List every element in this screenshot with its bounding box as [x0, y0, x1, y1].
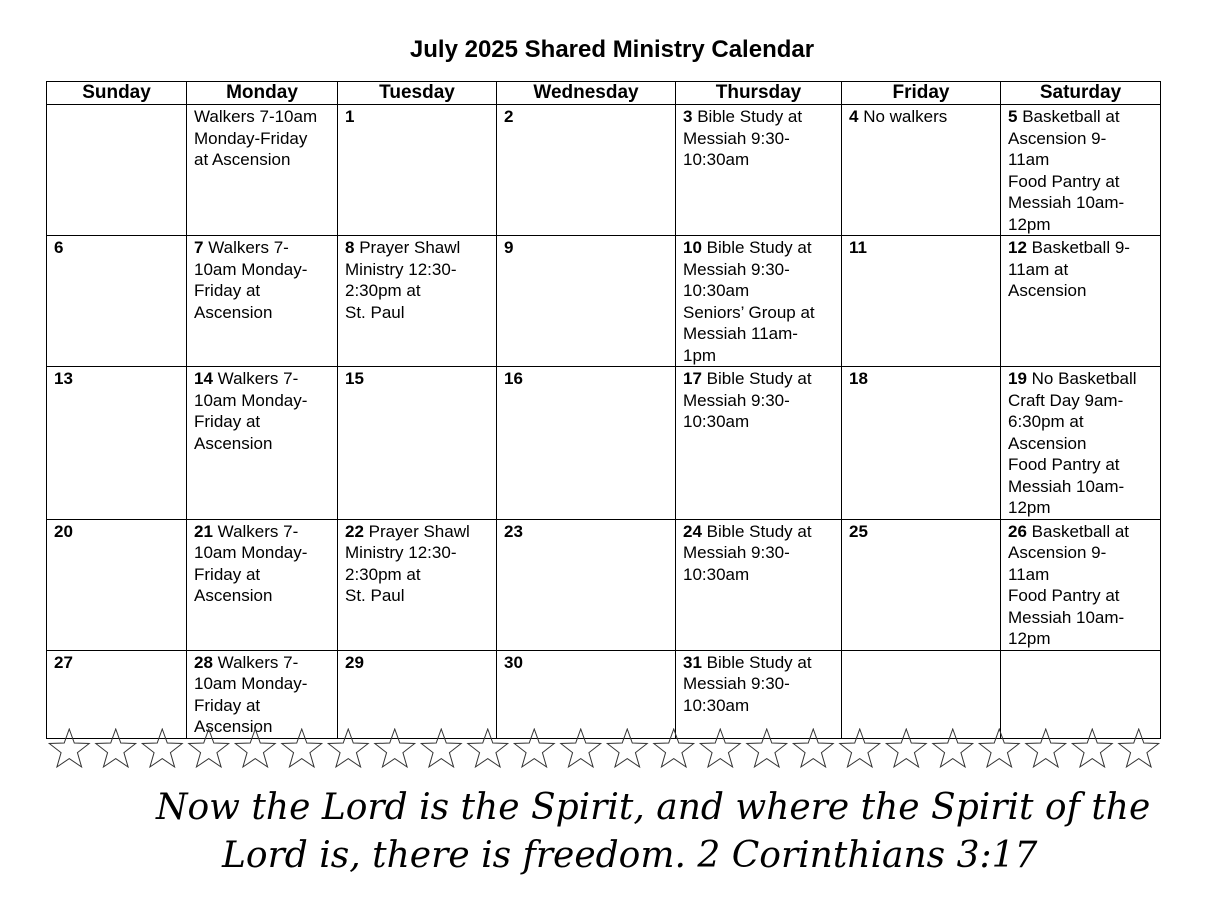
calendar-table [46, 81, 1161, 739]
star-border [46, 728, 1162, 772]
star-outline-icon [886, 729, 926, 767]
event-text: Monday-Friday [194, 128, 308, 148]
event-text: Friday at [194, 412, 261, 431]
event-text: Ministry 12:30- [345, 543, 457, 562]
day-number: 8 [345, 238, 355, 257]
day-number: 4 [849, 107, 859, 126]
event-text: Prayer Shawl [368, 521, 470, 541]
event-text: Friday at [194, 695, 261, 715]
day-cell [187, 650, 338, 738]
day-cell [1001, 650, 1161, 738]
event-text: at Ascension [194, 150, 291, 169]
event-text: Messiah 10am- [1008, 476, 1125, 496]
star-outline-icon [793, 729, 833, 767]
star-outline-icon [514, 729, 554, 767]
day-cell [676, 236, 842, 367]
event-text: Ascension [194, 586, 273, 605]
event-text: 10am Monday- [194, 543, 308, 562]
scripture-verse [0, 784, 1224, 880]
day-cell [47, 105, 187, 236]
day-number: 28 [194, 652, 213, 672]
event-text: Ascension 9- [1008, 128, 1107, 148]
star-outline-icon [700, 729, 740, 767]
event-text: No walkers [863, 107, 948, 126]
week-row [47, 105, 1161, 236]
event-text: Messiah 10am- [1008, 607, 1125, 627]
day-number: 25 [849, 521, 868, 541]
day-cell [497, 519, 676, 650]
event-text: Food Pantry at [1008, 455, 1120, 474]
star-outline-icon [1119, 729, 1159, 767]
event-text: 11am [1008, 564, 1050, 584]
page-title: July 2025 Shared Ministry Calendar [409, 36, 815, 63]
star-outline-icon [840, 729, 880, 767]
week-row [47, 519, 1161, 650]
day-cell [47, 367, 187, 520]
event-text: Messiah 9:30- [683, 674, 790, 693]
event-text: Messiah 9:30- [683, 543, 790, 562]
event-text: Friday at [194, 564, 261, 584]
event-text: Basketball at [1031, 521, 1129, 541]
event-text: Basketball at [1022, 107, 1120, 126]
event-text: 12pm [1008, 498, 1051, 517]
event-text: Bible Study at [706, 521, 812, 541]
event-text: Ascension [194, 433, 273, 453]
day-cell [497, 650, 676, 738]
day-number: 31 [683, 652, 702, 672]
verse-line-2: Lord is, there is freedom. 2 Corinthians 3:17 [222, 835, 1038, 876]
event-text: Messiah 9:30- [683, 128, 790, 148]
day-cell [338, 236, 497, 367]
star-outline-icon [235, 729, 275, 767]
event-text: 10:30am [683, 150, 750, 169]
day-cell [47, 519, 187, 650]
day-number: 14 [194, 369, 213, 388]
event-text: 10am Monday- [194, 390, 308, 410]
event-text: Bible Study at [706, 369, 812, 388]
day-number: 30 [504, 652, 523, 672]
event-text: Ascension 9- [1008, 543, 1107, 562]
day-cell [676, 367, 842, 520]
day-cell [842, 519, 1001, 650]
day-number: 10 [683, 238, 702, 257]
day-number: 1 [345, 107, 355, 126]
star-outline-icon [421, 729, 461, 767]
event-text: 10am Monday- [194, 674, 308, 693]
day-number: 27 [54, 652, 73, 672]
event-text: 10:30am [683, 412, 750, 431]
star-outline-icon [561, 729, 601, 767]
star-outline-icon [747, 729, 787, 767]
weekday-header-tuesday: Tuesday [338, 82, 497, 105]
star-outline-icon [1026, 729, 1066, 767]
day-number: 6 [54, 238, 64, 257]
event-text: Ascension [1008, 433, 1087, 453]
day-cell [676, 519, 842, 650]
event-text: 10:30am [683, 695, 750, 715]
event-text: Bible Study at [706, 238, 812, 257]
event-text: Messiah 9:30- [683, 390, 790, 410]
weekday-header-monday: Monday [187, 82, 338, 105]
day-cell [497, 236, 676, 367]
weekday-header-friday: Friday [842, 82, 1001, 105]
event-text: Messiah 10am- [1008, 193, 1125, 212]
event-text: Friday at [194, 281, 261, 300]
event-text: Food Pantry at [1008, 171, 1120, 191]
star-outline-icon [375, 729, 415, 767]
weekday-header-thursday: Thursday [676, 82, 842, 105]
day-number: 12 [1008, 238, 1027, 257]
star-outline-icon [328, 729, 368, 767]
star-outline-icon [654, 729, 694, 767]
event-text: Walkers 7- [208, 238, 289, 257]
day-number: 18 [849, 369, 868, 388]
day-number: 29 [345, 652, 364, 672]
day-cell [187, 105, 338, 236]
day-number: 20 [54, 521, 73, 541]
day-cell [1001, 519, 1161, 650]
event-text: 11am at [1008, 259, 1069, 279]
event-text: 12pm [1008, 214, 1051, 234]
day-cell [187, 367, 338, 520]
day-cell [842, 650, 1001, 738]
star-outline-icon [607, 729, 647, 767]
day-cell [338, 367, 497, 520]
day-number: 13 [54, 369, 73, 388]
event-text: 10:30am [683, 564, 750, 584]
day-cell [47, 650, 187, 738]
star-outline-icon [1072, 729, 1112, 767]
day-cell [842, 367, 1001, 520]
day-number: 16 [504, 369, 523, 388]
star-outline-icon [979, 729, 1019, 767]
event-text: Ascension [194, 717, 273, 736]
event-text: Seniors’ Group at [683, 302, 815, 322]
day-cell [1001, 236, 1161, 367]
day-cell [1001, 367, 1161, 520]
day-cell [842, 105, 1001, 236]
day-cell [676, 650, 842, 738]
event-text: 2:30pm at [345, 564, 421, 584]
event-text: St. Paul [345, 302, 405, 322]
day-number: 15 [345, 369, 364, 388]
event-text: Bible Study at [697, 107, 803, 126]
verse-line-1: Now the Lord is the Spirit, and where the Spirit of the [156, 787, 1151, 828]
day-cell [497, 367, 676, 520]
weekday-header-row [47, 82, 1161, 105]
day-cell [497, 105, 676, 236]
star-outline-icon [282, 729, 322, 767]
event-text: Messiah 11am- [683, 324, 798, 343]
event-text: 2:30pm at [345, 281, 421, 300]
event-text: Basketball 9- [1031, 238, 1130, 257]
weekday-header-saturday: Saturday [1001, 82, 1161, 105]
star-outline-icon [96, 729, 136, 767]
event-text: Prayer Shawl [359, 238, 461, 257]
star-outline-icon [49, 729, 89, 767]
event-text: Food Pantry at [1008, 586, 1120, 605]
event-text: No Basketball [1031, 369, 1137, 388]
event-text: Ascension [194, 302, 273, 322]
event-text: 12pm [1008, 629, 1051, 648]
event-text: Walkers 7- [217, 521, 299, 541]
day-number: 22 [345, 521, 364, 541]
day-number: 21 [194, 521, 213, 541]
day-cell [338, 650, 497, 738]
day-cell [187, 519, 338, 650]
event-text: Ascension [1008, 281, 1087, 300]
day-cell [842, 236, 1001, 367]
week-row [47, 367, 1161, 520]
week-row [47, 236, 1161, 367]
event-text: 1pm [683, 345, 717, 365]
event-text: Bible Study at [706, 652, 812, 672]
day-number: 24 [683, 521, 702, 541]
event-text: Walkers 7- [217, 369, 299, 388]
event-text: St. Paul [345, 586, 405, 605]
week-row [47, 650, 1161, 738]
weekday-header-wednesday: Wednesday [497, 82, 676, 105]
day-number: 9 [504, 238, 514, 257]
star-outline-icon [468, 729, 508, 767]
day-number: 11 [849, 238, 867, 257]
day-cell [338, 105, 497, 236]
weekday-header-sunday: Sunday [47, 82, 187, 105]
star-outline-icon [189, 729, 229, 767]
day-cell [1001, 105, 1161, 236]
day-number: 17 [683, 369, 702, 388]
star-outline-icon [142, 729, 182, 767]
day-cell [338, 519, 497, 650]
event-text: 10am Monday- [194, 259, 308, 279]
event-text: Walkers 7- [217, 652, 299, 672]
day-cell [187, 236, 338, 367]
day-number: 3 [683, 107, 693, 126]
day-number: 2 [504, 107, 514, 126]
event-text: Ministry 12:30- [345, 259, 457, 279]
event-text: 10:30am [683, 281, 750, 300]
event-text: 6:30pm at [1008, 412, 1084, 431]
day-number: 23 [504, 521, 523, 541]
event-text: Walkers 7-10am [194, 107, 318, 126]
day-number: 19 [1008, 369, 1027, 388]
event-text: Messiah 9:30- [683, 259, 790, 279]
event-text: Craft Day 9am- [1008, 390, 1124, 410]
event-text: 11am [1008, 150, 1050, 169]
day-number: 26 [1008, 521, 1027, 541]
day-cell [47, 236, 187, 367]
day-number: 7 [194, 238, 204, 257]
day-number: 5 [1008, 107, 1018, 126]
day-cell [676, 105, 842, 236]
star-outline-icon [933, 729, 973, 767]
